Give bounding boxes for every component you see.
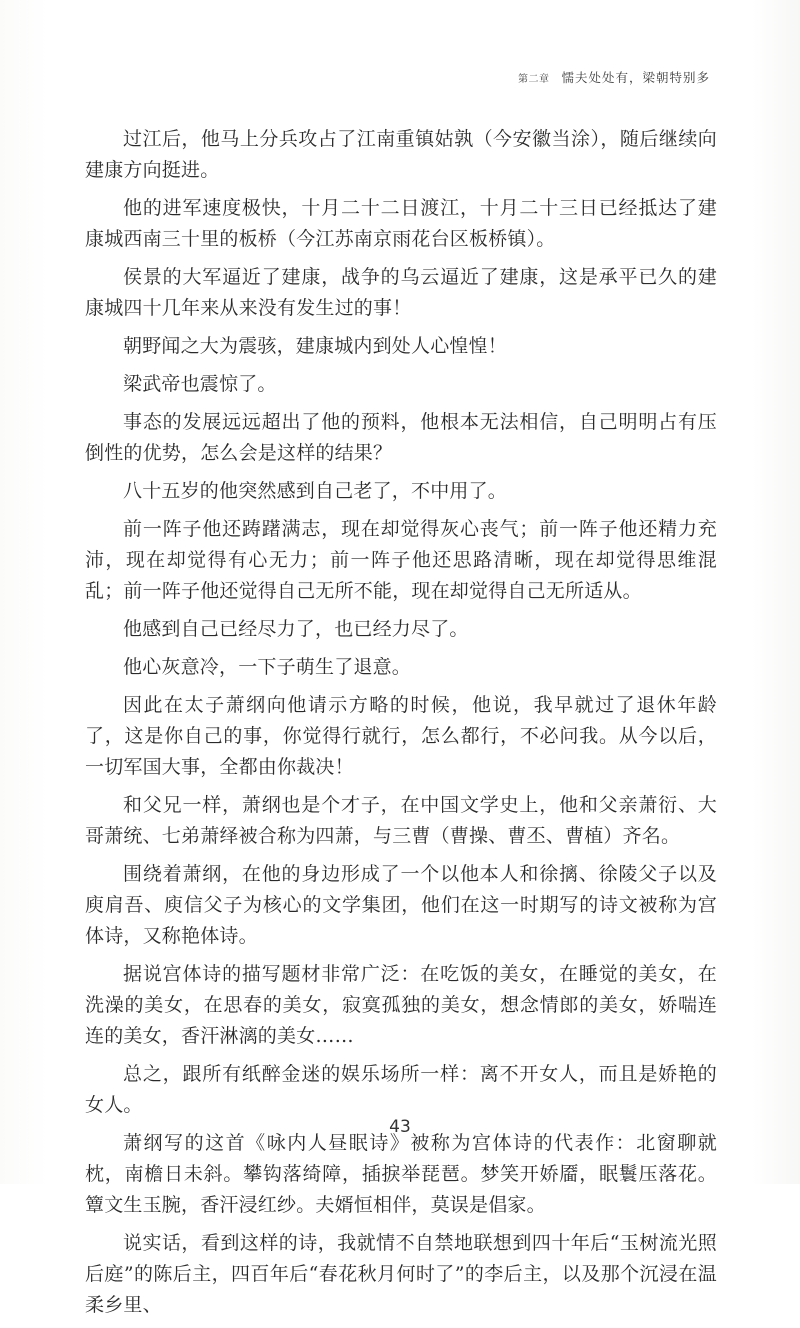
paragraph: 因此在太子萧纲向他请示方略的时候，他说，我早就过了退休年龄了，这是你自己的事，你觉得行就行，怎么都行，不必问我。从今以后，一切军国大事，全都由你裁决！ bbox=[85, 694, 717, 778]
paragraph: 侯景的大军逼近了建康，战争的乌云逼近了建康，这是承平已久的建康城四十几年来从来没有发生过的事！ bbox=[85, 266, 717, 319]
chapter-label: 第二章 bbox=[517, 74, 550, 85]
paragraph: 围绕着萧纲，在他的身边形成了一个以他本人和徐摛、徐陵父子以及庾肩吾、庾信父子为核心的文学集团，他们在这一时期写的诗文被称为宫体诗，又称艳体诗。 bbox=[85, 863, 717, 947]
paragraph: 梁武帝也震惊了。 bbox=[123, 373, 277, 395]
running-header bbox=[518, 68, 710, 86]
paragraph: 他的进军速度极快，十月二十二日渡江，十月二十三日已经抵达了建康城西南三十里的板桥（今江苏南京雨花台区板桥镇）。 bbox=[85, 197, 717, 250]
paragraph: 萧纲写的这首《咏内人昼眠诗》被称为宫体诗的代表作：北窗聊就枕，南檐日未斜。攀钩落绮障，插捩举琵琶。梦笑开娇靥，眠鬟压落花。簟文生玉腕，香汗浸红纱。夫婿恒相伴，莫误是倡家。 bbox=[85, 1132, 717, 1216]
chapter-title: 懦夫处处有，梁朝特别多 bbox=[561, 70, 710, 85]
paragraph: 说实话，看到这样的诗，我就情不自禁地联想到四十年后“玉树流光照后庭”的陈后主，四百年后“春花秋月何时了”的李后主，以及那个沉浸在温柔乡里、 bbox=[85, 1232, 717, 1316]
paragraph: 他感到自己已经尽力了，也已经力尽了。 bbox=[123, 618, 469, 640]
body-text bbox=[85, 124, 717, 1328]
paragraph: 过江后，他马上分兵攻占了江南重镇姑孰（今安徽当涂），随后继续向建康方向挺进。 bbox=[85, 128, 717, 181]
paragraph: 总之，跟所有纸醉金迷的娱乐场所一样：离不开女人，而且是娇艳的女人。 bbox=[85, 1063, 717, 1116]
paragraph: 八十五岁的他突然感到自己老了，不中用了。 bbox=[123, 480, 508, 502]
paragraph: 前一阵子他还踌躇满志，现在却觉得灰心丧气；前一阵子他还精力充沛，现在却觉得有心无力；前一阵子他还思路清晰，现在却觉得思维混乱；前一阵子他还觉得自己无所不能，现在却觉得自己无所适从。 bbox=[85, 518, 717, 602]
paragraph: 他心灰意冷，一下子萌生了退意。 bbox=[123, 656, 412, 678]
paragraph: 和父兄一样，萧纲也是个才子，在中国文学史上，他和父亲萧衍、大哥萧统、七弟萧绎被合称为四萧，与三曹（曹操、曹丕、曹植）齐名。 bbox=[85, 794, 717, 847]
page-number: 43 bbox=[389, 1117, 411, 1137]
paragraph: 据说宫体诗的描写题材非常广泛：在吃饭的美女，在睡觉的美女，在洗澡的美女，在思春的美女，寂寞孤独的美女，想念情郎的美女，娇喘连连的美女，香汗淋漓的美女…… bbox=[85, 963, 717, 1047]
paragraph: 朝野闻之大为震骇，建康城内到处人心惶惶！ bbox=[123, 335, 508, 357]
paragraph: 事态的发展远远超出了他的预料，他根本无法相信，自己明明占有压倒性的优势，怎么会是这样的结果？ bbox=[85, 411, 717, 464]
